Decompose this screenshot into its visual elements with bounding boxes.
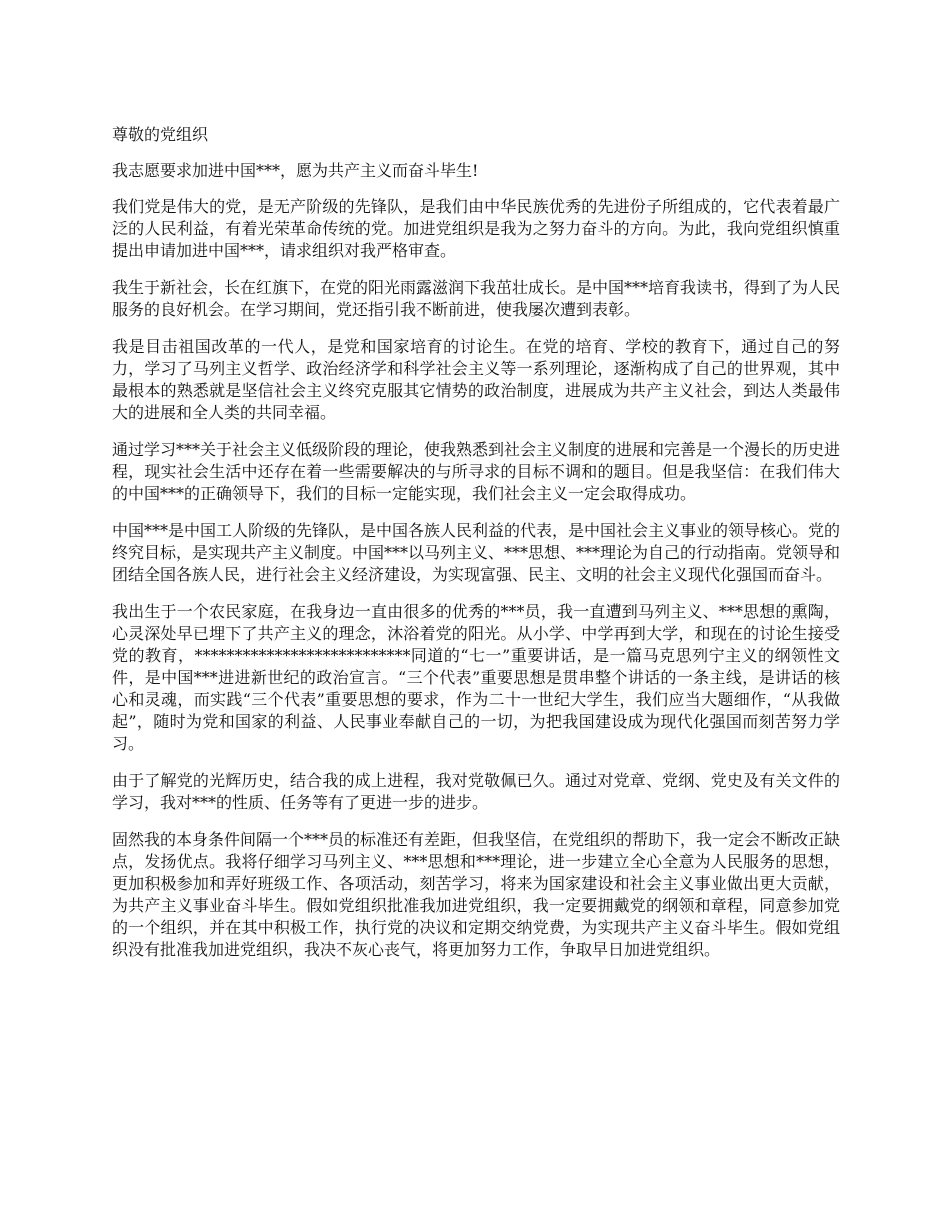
paragraph: 我出生于一个农民家庭，在我身边一直由很多的优秀的***员，我一直遭到马列主义、***思想的熏陶，心灵深处早已埋下了共产主义的理念，沐浴着党的阳光。从小学、中学再到大学，和现在的讨论生接受党的教育，***************************同道的“七一”重要讲话，是一篇马克思列宁主义的纲领性文件，是中国***进进新世纪的政治宣言。“三个代表”重要思想是贯串整个讲话的一条主线，是讲话的核心和灵魂，而实践“三个代表”重要思想的要求，作为二十一世纪大学生，我们应当大题细作，“从我做起”，随时为党和国家的利益、人民事业奉献自己的一切，为把我国建设成为现代化强国而刻苦努力学习。 — [112, 602, 840, 753]
paragraph: 由于了解党的光辉历史，结合我的成上进程，我对党敬佩已久。通过对党章、党纲、党史及有关文件的学习，我对***的性质、任务等有了更进一步的进步。 — [112, 771, 840, 812]
document-page — [112, 124, 840, 976]
paragraph: 我是目击祖国改革的一代人，是党和国家培育的讨论生。在党的培育、学校的教育下，通过自己的努力，学习了马列主义哲学、政治经济学和科学社会主义等一系列理论，逐渐构成了自己的世界观，其中最根本的熟悉就是坚信社会主义终究克服其它情势的政治制度，进展成为共产主义社会，到达人类最伟大的进展和全人类的共同幸福。 — [112, 337, 840, 422]
salutation: 尊敬的党组织 — [112, 125, 209, 144]
paragraph: 固然我的本身条件间隔一个***员的标准还有差距，但我坚信，在党组织的帮助下，我一定会不断改正缺点，发扬优点。我将仔细学习马列主义、***思想和***理论，进一步建立全心全意为人民服务的思想，更加积极参加和弄好班级工作、各项活动，刻苦学习，将来为国家建设和社会主义事业做出更大贡献，为共产主义事业奋斗毕生。假如党组织批准我加进党组织，我一定要拥戴党的纲领和章程，同意参加党的一个组织，并在其中积极工作，执行党的决议和定期交纳党费，为实现共产主义奋斗毕生。假如党组织没有批准我加进党组织，我决不灰心丧气，将更加努力工作，争取早日加进党组织。 — [112, 830, 841, 959]
paragraph: 我志愿要求加进中国***，愿为共产主义而奋斗毕生! — [112, 161, 479, 180]
paragraph: 中国***是中国工人阶级的先锋队，是中国各族人民利益的代表，是中国社会主义事业的领导核心。党的终究目标，是实现共产主义制度。中国***以马列主义、***思想、***理论为自己的行动指南。党领导和团结全国各族人民，进行社会主义经济建设，为实现富强、民主、文明的社会主义现代化强国而奋斗。 — [112, 521, 841, 584]
paragraph: 通过学习***关于社会主义低级阶段的理论，使我熟悉到社会主义制度的进展和完善是一个漫长的历史进程，现实社会生活中还存在着一些需要解决的与所寻求的目标不调和的题目。但是我坚信：在我们伟大的中国***的正确领导下，我们的目标一定能实现，我们社会主义一定会取得成功。 — [112, 440, 841, 503]
paragraph: 我生于新社会，长在红旗下，在党的阳光雨露滋润下我茁壮成长。是中国***培育我读书，得到了为人民服务的良好机会。在学习期间，党还指引我不断前进，使我屡次遭到表彰。 — [112, 278, 841, 319]
paragraph: 我们党是伟大的党，是无产阶级的先锋队，是我们由中华民族优秀的先进份子所组成的，它代表着最广泛的人民利益，有着光荣革命传统的党。加进党组织是我为之努力奋斗的方向。为此，我向党组织慎重提出申请加进中国***，请求组织对我严格审查。 — [112, 197, 840, 260]
